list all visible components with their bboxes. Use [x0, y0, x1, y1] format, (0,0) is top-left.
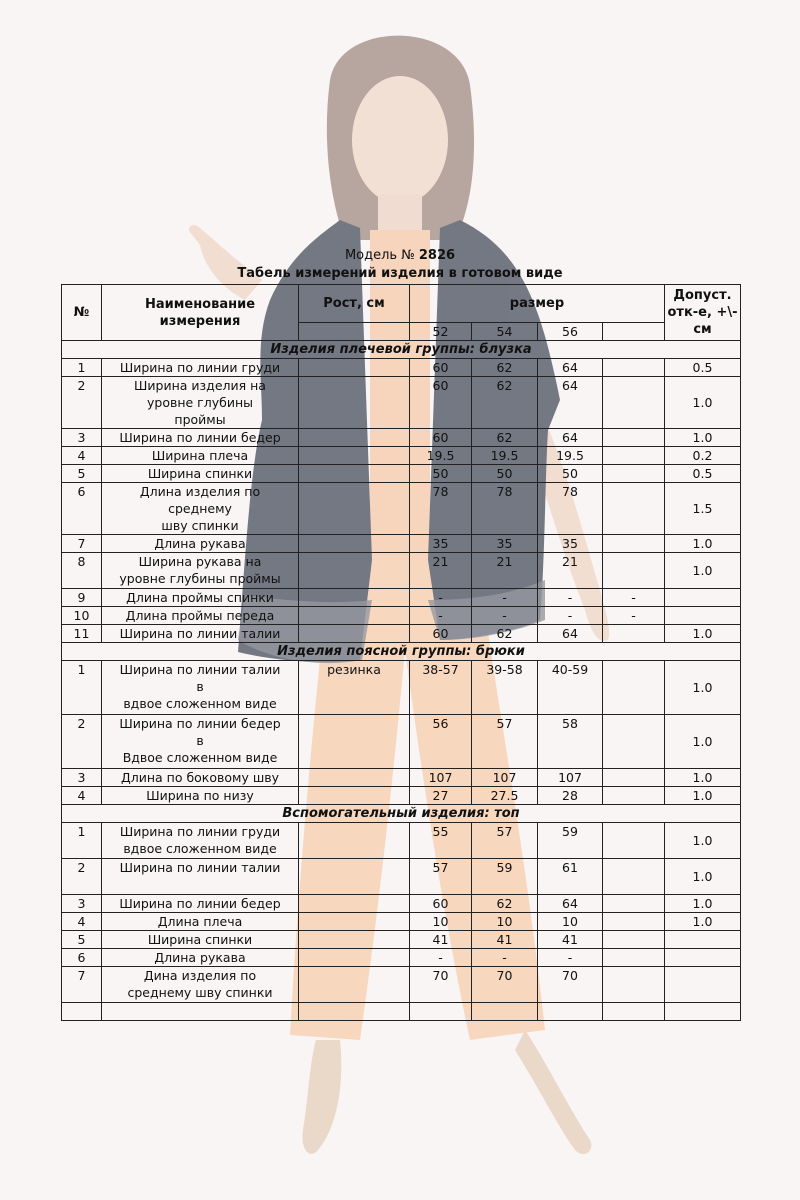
row-number: 3 — [62, 429, 102, 447]
size-value: - — [603, 607, 665, 625]
tolerance-value: 1.0 — [665, 859, 741, 895]
height-value — [299, 359, 410, 377]
measurement-name: Ширина по линии талии — [102, 625, 299, 643]
size-value: 21 — [538, 553, 603, 589]
table-row — [62, 607, 741, 625]
row-number: 6 — [62, 483, 102, 535]
size-value: 62 — [472, 895, 538, 913]
size-value: 61 — [538, 859, 603, 895]
size-value: 78 — [538, 483, 603, 535]
tolerance-value: 1.0 — [665, 895, 741, 913]
size-value — [603, 931, 665, 949]
size-value: 64 — [538, 625, 603, 643]
row-number: 2 — [62, 715, 102, 769]
size-value: 55 — [410, 823, 472, 859]
tolerance-value: 1.0 — [665, 625, 741, 643]
measurement-name: Ширина по линии бедер в Вдвое сложенном виде — [102, 715, 299, 769]
size-value: 41 — [472, 931, 538, 949]
size-value — [603, 769, 665, 787]
size-value: 38-57 — [410, 661, 472, 715]
tolerance-value: 1.0 — [665, 535, 741, 553]
size-value: - — [603, 589, 665, 607]
measurement-name: Длина рукава — [102, 949, 299, 967]
tolerance-value: 1.0 — [665, 787, 741, 805]
tolerance-value — [665, 607, 741, 625]
size-value — [603, 859, 665, 895]
tolerance-value: 0.2 — [665, 447, 741, 465]
size-value — [472, 1003, 538, 1021]
tolerance-value: 0.5 — [665, 465, 741, 483]
height-value — [299, 483, 410, 535]
size-value: 35 — [472, 535, 538, 553]
size-value: 50 — [410, 465, 472, 483]
size-value: - — [410, 589, 472, 607]
row-number: 4 — [62, 447, 102, 465]
measurement-name: Длина проймы переда — [102, 607, 299, 625]
size-value — [603, 661, 665, 715]
size-value: - — [472, 607, 538, 625]
size-value: 41 — [538, 931, 603, 949]
size-value: 62 — [472, 359, 538, 377]
row-number: 3 — [62, 895, 102, 913]
measurement-name: Ширина рукава на уровне глубины проймы — [102, 553, 299, 589]
size-value: 10 — [538, 913, 603, 931]
table-row — [62, 553, 741, 589]
height-value: резинка — [299, 661, 410, 715]
measurement-name: Дина изделия по среднему шву спинки — [102, 967, 299, 1003]
size-value: 78 — [472, 483, 538, 535]
tolerance-value: 1.0 — [665, 823, 741, 859]
size-value: - — [472, 949, 538, 967]
size-value: 57 — [410, 859, 472, 895]
tolerance-value — [665, 1003, 741, 1021]
size-value: 62 — [472, 377, 538, 429]
size-value — [603, 895, 665, 913]
table-row — [62, 931, 741, 949]
tolerance-value — [665, 931, 741, 949]
table-row — [62, 715, 741, 769]
size-value: 60 — [410, 895, 472, 913]
size-value: 70 — [472, 967, 538, 1003]
table-row — [62, 787, 741, 805]
section-title: Изделия плечевой группы: блузка — [62, 341, 741, 359]
table-row — [62, 447, 741, 465]
size-value: 10 — [472, 913, 538, 931]
height-value — [299, 967, 410, 1003]
height-value — [299, 589, 410, 607]
table-row — [62, 913, 741, 931]
row-number: 1 — [62, 823, 102, 859]
height-value — [299, 377, 410, 429]
table-row — [62, 967, 741, 1003]
measurement-name: Длина рукава — [102, 535, 299, 553]
row-number: 4 — [62, 787, 102, 805]
height-value — [299, 931, 410, 949]
height-value — [299, 895, 410, 913]
size-value: - — [538, 607, 603, 625]
size-value: 107 — [410, 769, 472, 787]
tolerance-value — [665, 949, 741, 967]
table-row — [62, 823, 741, 859]
size-value: 64 — [538, 429, 603, 447]
height-value — [299, 823, 410, 859]
size-value — [603, 715, 665, 769]
size-value — [603, 625, 665, 643]
table-row — [62, 589, 741, 607]
size-value: 62 — [472, 625, 538, 643]
size-value: - — [538, 589, 603, 607]
size-value: 19.5 — [538, 447, 603, 465]
table-row — [62, 359, 741, 377]
row-number: 2 — [62, 859, 102, 895]
header-height: Рост, см — [299, 285, 410, 323]
size-value: 19.5 — [410, 447, 472, 465]
size-value: 64 — [538, 895, 603, 913]
size-value: 35 — [538, 535, 603, 553]
table-row — [62, 465, 741, 483]
height-value — [299, 429, 410, 447]
size-value — [603, 787, 665, 805]
size-value: 64 — [538, 377, 603, 429]
size-value — [603, 483, 665, 535]
size-value: 19.5 — [472, 447, 538, 465]
row-number: 2 — [62, 377, 102, 429]
size-value: - — [538, 949, 603, 967]
size-value: 41 — [410, 931, 472, 949]
size-value — [603, 1003, 665, 1021]
measurement-name: Ширина спинки — [102, 931, 299, 949]
size-value: 107 — [472, 769, 538, 787]
row-number: 1 — [62, 359, 102, 377]
table-row — [62, 859, 741, 895]
tolerance-value — [665, 967, 741, 1003]
size-value — [603, 967, 665, 1003]
table-row — [62, 895, 741, 913]
header-size: размер — [410, 285, 665, 323]
model-number: 2826 — [418, 248, 456, 263]
size-value — [603, 535, 665, 553]
tolerance-value: 1.0 — [665, 553, 741, 589]
tolerance-value: 1.0 — [665, 769, 741, 787]
size-value: 57 — [472, 823, 538, 859]
size-value: 60 — [410, 377, 472, 429]
row-number: 11 — [62, 625, 102, 643]
measurement-name: Длина плеча — [102, 913, 299, 931]
section-title: Вспомогательный изделия: топ — [62, 805, 741, 823]
height-value — [299, 859, 410, 895]
header-name: Наименование измерения — [102, 285, 299, 341]
size-value: 59 — [472, 859, 538, 895]
row-number: 7 — [62, 535, 102, 553]
size-value: 39-58 — [472, 661, 538, 715]
measurement-name: Длина по боковому шву — [102, 769, 299, 787]
size-value: 78 — [410, 483, 472, 535]
model-title — [0, 248, 800, 263]
size-value — [538, 1003, 603, 1021]
height-value — [299, 787, 410, 805]
table-row — [62, 535, 741, 553]
size-value — [603, 949, 665, 967]
table-header-row — [62, 285, 741, 323]
size-value: 70 — [538, 967, 603, 1003]
height-value — [299, 715, 410, 769]
measurement-name: Длина проймы спинки — [102, 589, 299, 607]
size-label: 56 — [538, 323, 603, 341]
size-value: 57 — [472, 715, 538, 769]
table-row — [62, 949, 741, 967]
size-value: 60 — [410, 359, 472, 377]
section-title: Изделия поясной группы: брюки — [62, 643, 741, 661]
height-value — [299, 535, 410, 553]
size-value: 21 — [410, 553, 472, 589]
tolerance-value: 1.0 — [665, 715, 741, 769]
table-row — [62, 429, 741, 447]
size-value: 70 — [410, 967, 472, 1003]
size-value: 50 — [472, 465, 538, 483]
header-height-blank — [299, 323, 410, 341]
measurement-name — [102, 1003, 299, 1021]
height-value — [299, 913, 410, 931]
measurement-name: Ширина по линии талии в вдвое сложенном виде — [102, 661, 299, 715]
measurement-name: Ширина по линии груди — [102, 359, 299, 377]
size-value: 28 — [538, 787, 603, 805]
table-row — [62, 483, 741, 535]
measurement-name: Ширина по линии бедер — [102, 895, 299, 913]
size-value — [603, 377, 665, 429]
size-value: 64 — [538, 359, 603, 377]
section-row — [62, 341, 741, 359]
size-value: 107 — [538, 769, 603, 787]
height-value — [299, 949, 410, 967]
size-value: 60 — [410, 625, 472, 643]
size-value: - — [410, 949, 472, 967]
section-row — [62, 805, 741, 823]
model-label: Модель № — [344, 248, 415, 263]
size-value — [603, 823, 665, 859]
height-value — [299, 553, 410, 589]
size-value — [603, 913, 665, 931]
table-row — [62, 769, 741, 787]
size-value — [603, 465, 665, 483]
size-value — [603, 359, 665, 377]
height-value — [299, 769, 410, 787]
measurement-name: Длина изделия по среднему шву спинки — [102, 483, 299, 535]
size-value: 35 — [410, 535, 472, 553]
size-value: 59 — [538, 823, 603, 859]
measurement-table — [61, 284, 741, 1021]
size-value: 27.5 — [472, 787, 538, 805]
size-value: 62 — [472, 429, 538, 447]
section-row — [62, 643, 741, 661]
row-number: 5 — [62, 465, 102, 483]
measurement-name: Ширина по линии груди вдвое сложенном виде — [102, 823, 299, 859]
table-row — [62, 1003, 741, 1021]
tolerance-value: 0.5 — [665, 359, 741, 377]
row-number: 5 — [62, 931, 102, 949]
height-value — [299, 1003, 410, 1021]
size-value — [410, 1003, 472, 1021]
table-row — [62, 661, 741, 715]
size-value: 10 — [410, 913, 472, 931]
height-value — [299, 625, 410, 643]
measurement-name: Ширина по линии бедер — [102, 429, 299, 447]
measurement-name: Ширина спинки — [102, 465, 299, 483]
height-value — [299, 465, 410, 483]
size-value — [603, 429, 665, 447]
row-number — [62, 1003, 102, 1021]
size-value: 50 — [538, 465, 603, 483]
row-number: 4 — [62, 913, 102, 931]
measurement-name: Ширина изделия на уровне глубины проймы — [102, 377, 299, 429]
tolerance-value: 1.0 — [665, 377, 741, 429]
header-no: № — [62, 285, 102, 341]
measurement-name: Ширина плеча — [102, 447, 299, 465]
row-number: 6 — [62, 949, 102, 967]
tolerance-value: 1.0 — [665, 661, 741, 715]
size-value — [603, 553, 665, 589]
measurement-name: Ширина по низу — [102, 787, 299, 805]
row-number: 10 — [62, 607, 102, 625]
size-value: 21 — [472, 553, 538, 589]
measurement-name: Ширина по линии талии — [102, 859, 299, 895]
size-value: 40-59 — [538, 661, 603, 715]
size-label: 54 — [472, 323, 538, 341]
row-number: 7 — [62, 967, 102, 1003]
size-value: 60 — [410, 429, 472, 447]
size-label: 52 — [410, 323, 472, 341]
height-value — [299, 607, 410, 625]
table-subtitle: Табель измерений изделия в готовом виде — [237, 266, 563, 281]
size-value: 27 — [410, 787, 472, 805]
row-number: 9 — [62, 589, 102, 607]
tolerance-value: 1.0 — [665, 429, 741, 447]
table-row — [62, 625, 741, 643]
row-number: 1 — [62, 661, 102, 715]
size-value: - — [410, 607, 472, 625]
row-number: 3 — [62, 769, 102, 787]
table-row — [62, 377, 741, 429]
header-tolerance: Допуст. отк-е, +\-см — [665, 285, 741, 341]
size-value — [603, 447, 665, 465]
height-value — [299, 447, 410, 465]
tolerance-value — [665, 589, 741, 607]
size-value: - — [472, 589, 538, 607]
size-value: 56 — [410, 715, 472, 769]
tolerance-value: 1.5 — [665, 483, 741, 535]
size-value: 58 — [538, 715, 603, 769]
size-label — [603, 323, 665, 341]
tolerance-value: 1.0 — [665, 913, 741, 931]
row-number: 8 — [62, 553, 102, 589]
